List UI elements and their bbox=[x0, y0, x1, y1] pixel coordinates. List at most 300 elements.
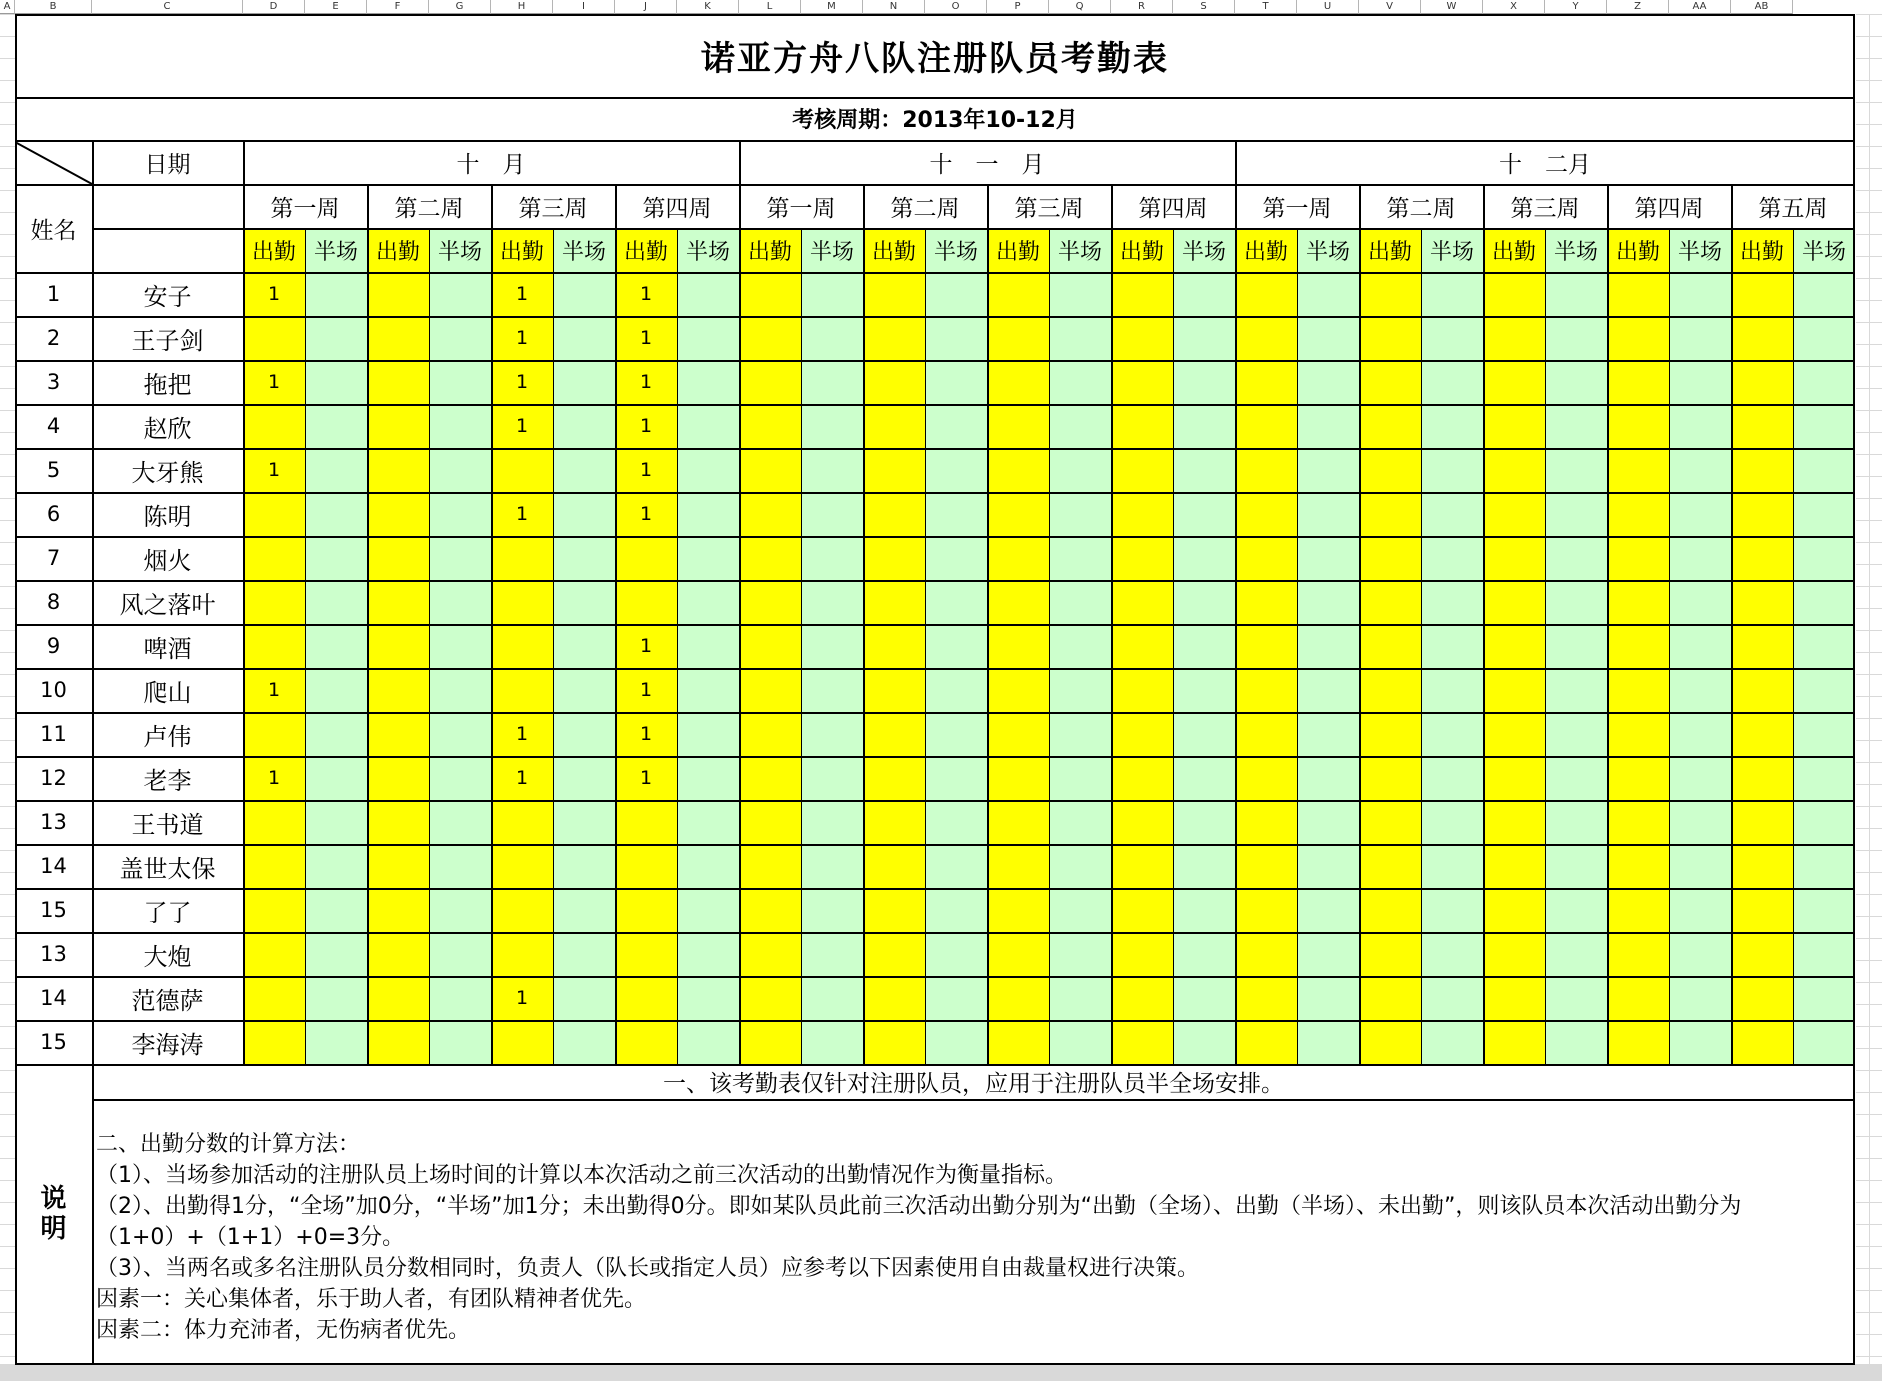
half-cell[interactable] bbox=[1049, 712, 1111, 756]
column-header-t[interactable]: T bbox=[1235, 0, 1297, 14]
attend-cell[interactable]: 1 bbox=[615, 448, 677, 492]
half-cell[interactable] bbox=[429, 888, 491, 932]
half-cell[interactable] bbox=[305, 404, 367, 448]
attend-cell[interactable] bbox=[1731, 624, 1793, 668]
half-cell[interactable] bbox=[677, 316, 739, 360]
half-cell[interactable] bbox=[305, 712, 367, 756]
column-header-ab[interactable]: AB bbox=[1731, 0, 1793, 14]
column-header-o[interactable]: O bbox=[925, 0, 987, 14]
half-cell[interactable] bbox=[1297, 932, 1359, 976]
attend-cell[interactable] bbox=[1359, 360, 1421, 404]
half-cell[interactable] bbox=[925, 492, 987, 536]
attend-cell[interactable] bbox=[367, 624, 429, 668]
attend-cell[interactable] bbox=[1235, 272, 1297, 316]
attend-cell[interactable] bbox=[367, 756, 429, 800]
half-cell[interactable] bbox=[677, 272, 739, 316]
half-cell[interactable] bbox=[1297, 756, 1359, 800]
attend-cell[interactable] bbox=[1235, 360, 1297, 404]
attend-cell[interactable] bbox=[739, 712, 801, 756]
half-cell[interactable] bbox=[1793, 756, 1855, 800]
attend-cell[interactable] bbox=[1235, 492, 1297, 536]
attend-cell[interactable] bbox=[1483, 492, 1545, 536]
half-cell[interactable] bbox=[1669, 1020, 1731, 1064]
attend-cell[interactable] bbox=[1235, 668, 1297, 712]
attend-cell[interactable] bbox=[987, 712, 1049, 756]
attend-cell[interactable] bbox=[1731, 404, 1793, 448]
half-cell[interactable] bbox=[1545, 756, 1607, 800]
attend-cell[interactable] bbox=[863, 448, 925, 492]
half-cell[interactable] bbox=[1297, 536, 1359, 580]
attend-cell[interactable] bbox=[1731, 888, 1793, 932]
attend-cell[interactable]: 1 bbox=[491, 492, 553, 536]
attend-cell[interactable] bbox=[1359, 492, 1421, 536]
half-cell[interactable] bbox=[1049, 272, 1111, 316]
half-cell[interactable] bbox=[1669, 712, 1731, 756]
attend-cell[interactable] bbox=[243, 712, 305, 756]
half-cell[interactable] bbox=[1173, 316, 1235, 360]
attend-cell[interactable] bbox=[367, 1020, 429, 1064]
half-cell[interactable] bbox=[429, 448, 491, 492]
half-cell[interactable] bbox=[1297, 1020, 1359, 1064]
half-cell[interactable] bbox=[553, 536, 615, 580]
attend-cell[interactable] bbox=[863, 624, 925, 668]
half-cell[interactable] bbox=[1049, 624, 1111, 668]
half-cell[interactable] bbox=[1421, 932, 1483, 976]
attend-cell[interactable] bbox=[491, 888, 553, 932]
attend-cell[interactable] bbox=[1483, 888, 1545, 932]
half-cell[interactable] bbox=[429, 976, 491, 1020]
half-cell[interactable] bbox=[305, 932, 367, 976]
half-cell[interactable] bbox=[1421, 272, 1483, 316]
half-cell[interactable] bbox=[1421, 448, 1483, 492]
half-cell[interactable] bbox=[1545, 272, 1607, 316]
attend-cell[interactable] bbox=[1483, 932, 1545, 976]
half-cell[interactable] bbox=[801, 888, 863, 932]
attend-cell[interactable] bbox=[1607, 272, 1669, 316]
half-cell[interactable] bbox=[1421, 976, 1483, 1020]
half-cell[interactable] bbox=[801, 404, 863, 448]
half-cell[interactable] bbox=[1421, 800, 1483, 844]
half-cell[interactable] bbox=[429, 536, 491, 580]
attend-cell[interactable] bbox=[1359, 404, 1421, 448]
half-cell[interactable] bbox=[305, 1020, 367, 1064]
attend-cell[interactable] bbox=[1235, 800, 1297, 844]
column-header-z[interactable]: Z bbox=[1607, 0, 1669, 14]
half-cell[interactable] bbox=[1421, 844, 1483, 888]
half-cell[interactable] bbox=[1297, 624, 1359, 668]
half-cell[interactable] bbox=[1049, 536, 1111, 580]
attend-cell[interactable] bbox=[1607, 580, 1669, 624]
attend-cell[interactable] bbox=[863, 844, 925, 888]
half-cell[interactable] bbox=[553, 1020, 615, 1064]
half-cell[interactable] bbox=[1173, 404, 1235, 448]
half-cell[interactable] bbox=[925, 624, 987, 668]
attend-cell[interactable] bbox=[1731, 1020, 1793, 1064]
attend-cell[interactable] bbox=[367, 316, 429, 360]
attend-cell[interactable] bbox=[987, 404, 1049, 448]
attend-cell[interactable] bbox=[1359, 976, 1421, 1020]
attend-cell[interactable] bbox=[1483, 976, 1545, 1020]
half-cell[interactable] bbox=[1545, 492, 1607, 536]
attend-cell[interactable] bbox=[1483, 536, 1545, 580]
attend-cell[interactable] bbox=[1731, 580, 1793, 624]
half-cell[interactable] bbox=[553, 756, 615, 800]
column-header-u[interactable]: U bbox=[1297, 0, 1359, 14]
half-cell[interactable] bbox=[1545, 1020, 1607, 1064]
attend-cell[interactable]: 1 bbox=[491, 756, 553, 800]
half-cell[interactable] bbox=[925, 448, 987, 492]
half-cell[interactable] bbox=[305, 492, 367, 536]
column-header-c[interactable]: C bbox=[92, 0, 243, 14]
attend-cell[interactable] bbox=[1111, 272, 1173, 316]
half-cell[interactable] bbox=[1669, 492, 1731, 536]
half-cell[interactable] bbox=[429, 844, 491, 888]
half-cell[interactable] bbox=[1421, 1020, 1483, 1064]
attend-cell[interactable] bbox=[863, 712, 925, 756]
attend-cell[interactable] bbox=[367, 888, 429, 932]
attend-cell[interactable] bbox=[367, 800, 429, 844]
half-cell[interactable] bbox=[305, 800, 367, 844]
half-cell[interactable] bbox=[305, 624, 367, 668]
half-cell[interactable] bbox=[925, 404, 987, 448]
half-cell[interactable] bbox=[1173, 272, 1235, 316]
attend-cell[interactable] bbox=[1483, 800, 1545, 844]
attend-cell[interactable] bbox=[863, 360, 925, 404]
column-header-aa[interactable]: AA bbox=[1669, 0, 1731, 14]
attend-cell[interactable] bbox=[367, 404, 429, 448]
column-header-y[interactable]: Y bbox=[1545, 0, 1607, 14]
attend-cell[interactable] bbox=[1359, 712, 1421, 756]
half-cell[interactable] bbox=[1421, 316, 1483, 360]
attend-cell[interactable]: 1 bbox=[615, 668, 677, 712]
attend-cell[interactable] bbox=[1111, 844, 1173, 888]
attend-cell[interactable] bbox=[739, 624, 801, 668]
attend-cell[interactable] bbox=[1235, 624, 1297, 668]
half-cell[interactable] bbox=[1297, 580, 1359, 624]
attend-cell[interactable] bbox=[491, 624, 553, 668]
attend-cell[interactable] bbox=[739, 800, 801, 844]
attend-cell[interactable] bbox=[1483, 448, 1545, 492]
attend-cell[interactable] bbox=[1483, 1020, 1545, 1064]
attend-cell[interactable] bbox=[739, 668, 801, 712]
attend-cell[interactable] bbox=[367, 976, 429, 1020]
half-cell[interactable] bbox=[677, 580, 739, 624]
attend-cell[interactable] bbox=[739, 1020, 801, 1064]
half-cell[interactable] bbox=[305, 360, 367, 404]
attend-cell[interactable] bbox=[1607, 316, 1669, 360]
half-cell[interactable] bbox=[1545, 800, 1607, 844]
half-cell[interactable] bbox=[553, 888, 615, 932]
half-cell[interactable] bbox=[429, 360, 491, 404]
attend-cell[interactable]: 1 bbox=[491, 360, 553, 404]
attend-cell[interactable]: 1 bbox=[615, 712, 677, 756]
half-cell[interactable] bbox=[553, 492, 615, 536]
half-cell[interactable] bbox=[429, 624, 491, 668]
half-cell[interactable] bbox=[1297, 976, 1359, 1020]
half-cell[interactable] bbox=[1421, 712, 1483, 756]
attend-cell[interactable]: 1 bbox=[491, 712, 553, 756]
attend-cell[interactable] bbox=[1235, 888, 1297, 932]
half-cell[interactable] bbox=[925, 360, 987, 404]
attend-cell[interactable] bbox=[863, 492, 925, 536]
half-cell[interactable] bbox=[925, 756, 987, 800]
half-cell[interactable] bbox=[801, 932, 863, 976]
attend-cell[interactable] bbox=[615, 844, 677, 888]
attend-cell[interactable] bbox=[243, 844, 305, 888]
attend-cell[interactable] bbox=[1235, 536, 1297, 580]
attend-cell[interactable] bbox=[987, 756, 1049, 800]
attend-cell[interactable] bbox=[367, 448, 429, 492]
half-cell[interactable] bbox=[1421, 536, 1483, 580]
half-cell[interactable] bbox=[1669, 932, 1731, 976]
half-cell[interactable] bbox=[553, 580, 615, 624]
attend-cell[interactable] bbox=[1359, 800, 1421, 844]
half-cell[interactable] bbox=[305, 756, 367, 800]
half-cell[interactable] bbox=[429, 580, 491, 624]
half-cell[interactable] bbox=[553, 316, 615, 360]
attend-cell[interactable] bbox=[1359, 624, 1421, 668]
column-header-e[interactable]: E bbox=[305, 0, 367, 14]
attend-cell[interactable] bbox=[1607, 932, 1669, 976]
attend-cell[interactable] bbox=[367, 844, 429, 888]
attend-cell[interactable] bbox=[739, 316, 801, 360]
half-cell[interactable] bbox=[1793, 536, 1855, 580]
attend-cell[interactable]: 1 bbox=[491, 976, 553, 1020]
half-cell[interactable] bbox=[1545, 932, 1607, 976]
attend-cell[interactable]: 1 bbox=[491, 316, 553, 360]
half-cell[interactable] bbox=[677, 1020, 739, 1064]
attend-cell[interactable] bbox=[243, 932, 305, 976]
half-cell[interactable] bbox=[1173, 756, 1235, 800]
half-cell[interactable] bbox=[1669, 800, 1731, 844]
half-cell[interactable] bbox=[1669, 580, 1731, 624]
attend-cell[interactable] bbox=[1607, 536, 1669, 580]
half-cell[interactable] bbox=[925, 668, 987, 712]
column-header-x[interactable]: X bbox=[1483, 0, 1545, 14]
attend-cell[interactable] bbox=[1111, 404, 1173, 448]
half-cell[interactable] bbox=[925, 1020, 987, 1064]
half-cell[interactable] bbox=[1669, 668, 1731, 712]
attend-cell[interactable] bbox=[1359, 316, 1421, 360]
half-cell[interactable] bbox=[677, 932, 739, 976]
column-header-f[interactable]: F bbox=[367, 0, 429, 14]
half-cell[interactable] bbox=[553, 272, 615, 316]
attend-cell[interactable] bbox=[1607, 1020, 1669, 1064]
attend-cell[interactable]: 1 bbox=[243, 756, 305, 800]
half-cell[interactable] bbox=[1297, 844, 1359, 888]
half-cell[interactable] bbox=[1669, 756, 1731, 800]
attend-cell[interactable] bbox=[491, 536, 553, 580]
half-cell[interactable] bbox=[677, 844, 739, 888]
attend-cell[interactable] bbox=[1359, 536, 1421, 580]
half-cell[interactable] bbox=[305, 888, 367, 932]
half-cell[interactable] bbox=[677, 800, 739, 844]
half-cell[interactable] bbox=[1669, 404, 1731, 448]
attend-cell[interactable] bbox=[863, 580, 925, 624]
attend-cell[interactable] bbox=[1359, 1020, 1421, 1064]
half-cell[interactable] bbox=[1049, 580, 1111, 624]
half-cell[interactable] bbox=[305, 316, 367, 360]
attend-cell[interactable] bbox=[987, 272, 1049, 316]
attend-cell[interactable] bbox=[1359, 756, 1421, 800]
half-cell[interactable] bbox=[1049, 492, 1111, 536]
half-cell[interactable] bbox=[801, 844, 863, 888]
half-cell[interactable] bbox=[1297, 712, 1359, 756]
attend-cell[interactable] bbox=[1111, 932, 1173, 976]
column-header-k[interactable]: K bbox=[677, 0, 739, 14]
attend-cell[interactable] bbox=[1111, 492, 1173, 536]
half-cell[interactable] bbox=[1049, 976, 1111, 1020]
half-cell[interactable] bbox=[677, 536, 739, 580]
half-cell[interactable] bbox=[677, 404, 739, 448]
attend-cell[interactable] bbox=[1483, 756, 1545, 800]
half-cell[interactable] bbox=[1669, 360, 1731, 404]
attend-cell[interactable] bbox=[491, 844, 553, 888]
attend-cell[interactable] bbox=[615, 888, 677, 932]
half-cell[interactable] bbox=[429, 712, 491, 756]
half-cell[interactable] bbox=[1545, 316, 1607, 360]
half-cell[interactable] bbox=[801, 668, 863, 712]
attend-cell[interactable] bbox=[987, 844, 1049, 888]
attend-cell[interactable] bbox=[987, 536, 1049, 580]
half-cell[interactable] bbox=[1421, 492, 1483, 536]
attend-cell[interactable] bbox=[863, 756, 925, 800]
attend-cell[interactable] bbox=[1483, 404, 1545, 448]
half-cell[interactable] bbox=[1173, 360, 1235, 404]
attend-cell[interactable] bbox=[243, 624, 305, 668]
half-cell[interactable] bbox=[553, 976, 615, 1020]
attend-cell[interactable]: 1 bbox=[615, 360, 677, 404]
half-cell[interactable] bbox=[1173, 668, 1235, 712]
attend-cell[interactable] bbox=[367, 580, 429, 624]
half-cell[interactable] bbox=[1049, 932, 1111, 976]
attend-cell[interactable] bbox=[739, 492, 801, 536]
attend-cell[interactable] bbox=[367, 712, 429, 756]
column-header-v[interactable]: V bbox=[1359, 0, 1421, 14]
attend-cell[interactable]: 1 bbox=[615, 756, 677, 800]
attend-cell[interactable] bbox=[987, 624, 1049, 668]
attend-cell[interactable] bbox=[863, 932, 925, 976]
attend-cell[interactable] bbox=[1731, 536, 1793, 580]
half-cell[interactable] bbox=[801, 316, 863, 360]
attend-cell[interactable] bbox=[1731, 272, 1793, 316]
attend-cell[interactable] bbox=[987, 316, 1049, 360]
attend-cell[interactable] bbox=[1235, 756, 1297, 800]
attend-cell[interactable] bbox=[739, 580, 801, 624]
attend-cell[interactable] bbox=[243, 316, 305, 360]
half-cell[interactable] bbox=[429, 404, 491, 448]
column-header-r[interactable]: R bbox=[1111, 0, 1173, 14]
attend-cell[interactable] bbox=[987, 668, 1049, 712]
attend-cell[interactable] bbox=[367, 536, 429, 580]
attend-cell[interactable] bbox=[1731, 712, 1793, 756]
attend-cell[interactable] bbox=[1731, 360, 1793, 404]
half-cell[interactable] bbox=[1669, 448, 1731, 492]
attend-cell[interactable] bbox=[863, 668, 925, 712]
attend-cell[interactable] bbox=[1483, 272, 1545, 316]
half-cell[interactable] bbox=[1545, 844, 1607, 888]
half-cell[interactable] bbox=[801, 624, 863, 668]
half-cell[interactable] bbox=[1793, 844, 1855, 888]
half-cell[interactable] bbox=[925, 712, 987, 756]
column-header-m[interactable]: M bbox=[801, 0, 863, 14]
half-cell[interactable] bbox=[1421, 580, 1483, 624]
half-cell[interactable] bbox=[429, 492, 491, 536]
attend-cell[interactable] bbox=[1359, 580, 1421, 624]
half-cell[interactable] bbox=[1173, 932, 1235, 976]
half-cell[interactable] bbox=[677, 668, 739, 712]
half-cell[interactable] bbox=[1545, 448, 1607, 492]
half-cell[interactable] bbox=[677, 888, 739, 932]
attend-cell[interactable] bbox=[243, 404, 305, 448]
attend-cell[interactable] bbox=[1359, 272, 1421, 316]
attend-cell[interactable] bbox=[863, 888, 925, 932]
attend-cell[interactable] bbox=[1607, 800, 1669, 844]
attend-cell[interactable]: 1 bbox=[615, 624, 677, 668]
half-cell[interactable] bbox=[1297, 360, 1359, 404]
attend-cell[interactable] bbox=[1731, 800, 1793, 844]
half-cell[interactable] bbox=[305, 272, 367, 316]
attend-cell[interactable] bbox=[367, 360, 429, 404]
half-cell[interactable] bbox=[801, 360, 863, 404]
half-cell[interactable] bbox=[1173, 844, 1235, 888]
attend-cell[interactable] bbox=[1359, 932, 1421, 976]
attend-cell[interactable] bbox=[491, 800, 553, 844]
half-cell[interactable] bbox=[1173, 624, 1235, 668]
column-header-w[interactable]: W bbox=[1421, 0, 1483, 14]
half-cell[interactable] bbox=[677, 448, 739, 492]
attend-cell[interactable] bbox=[1607, 756, 1669, 800]
half-cell[interactable] bbox=[801, 712, 863, 756]
attend-cell[interactable] bbox=[243, 800, 305, 844]
attend-cell[interactable] bbox=[243, 1020, 305, 1064]
attend-cell[interactable] bbox=[987, 580, 1049, 624]
half-cell[interactable] bbox=[1173, 536, 1235, 580]
half-cell[interactable] bbox=[1173, 712, 1235, 756]
half-cell[interactable] bbox=[1545, 360, 1607, 404]
attend-cell[interactable] bbox=[987, 932, 1049, 976]
attend-cell[interactable]: 1 bbox=[615, 316, 677, 360]
attend-cell[interactable] bbox=[1235, 932, 1297, 976]
half-cell[interactable] bbox=[925, 888, 987, 932]
attend-cell[interactable] bbox=[987, 448, 1049, 492]
attend-cell[interactable]: 1 bbox=[491, 404, 553, 448]
half-cell[interactable] bbox=[1173, 976, 1235, 1020]
half-cell[interactable] bbox=[1545, 712, 1607, 756]
attend-cell[interactable] bbox=[1235, 976, 1297, 1020]
attend-cell[interactable] bbox=[863, 976, 925, 1020]
half-cell[interactable] bbox=[553, 448, 615, 492]
half-cell[interactable] bbox=[553, 624, 615, 668]
half-cell[interactable] bbox=[1297, 492, 1359, 536]
half-cell[interactable] bbox=[677, 492, 739, 536]
attend-cell[interactable] bbox=[1607, 624, 1669, 668]
half-cell[interactable] bbox=[429, 668, 491, 712]
column-header-j[interactable]: J bbox=[615, 0, 677, 14]
half-cell[interactable] bbox=[1049, 888, 1111, 932]
half-cell[interactable] bbox=[305, 976, 367, 1020]
attend-cell[interactable] bbox=[1607, 404, 1669, 448]
half-cell[interactable] bbox=[801, 536, 863, 580]
half-cell[interactable] bbox=[1545, 624, 1607, 668]
attend-cell[interactable] bbox=[1235, 844, 1297, 888]
attend-cell[interactable] bbox=[491, 932, 553, 976]
half-cell[interactable] bbox=[1793, 712, 1855, 756]
half-cell[interactable] bbox=[801, 448, 863, 492]
half-cell[interactable] bbox=[925, 272, 987, 316]
half-cell[interactable] bbox=[553, 668, 615, 712]
attend-cell[interactable] bbox=[1235, 404, 1297, 448]
